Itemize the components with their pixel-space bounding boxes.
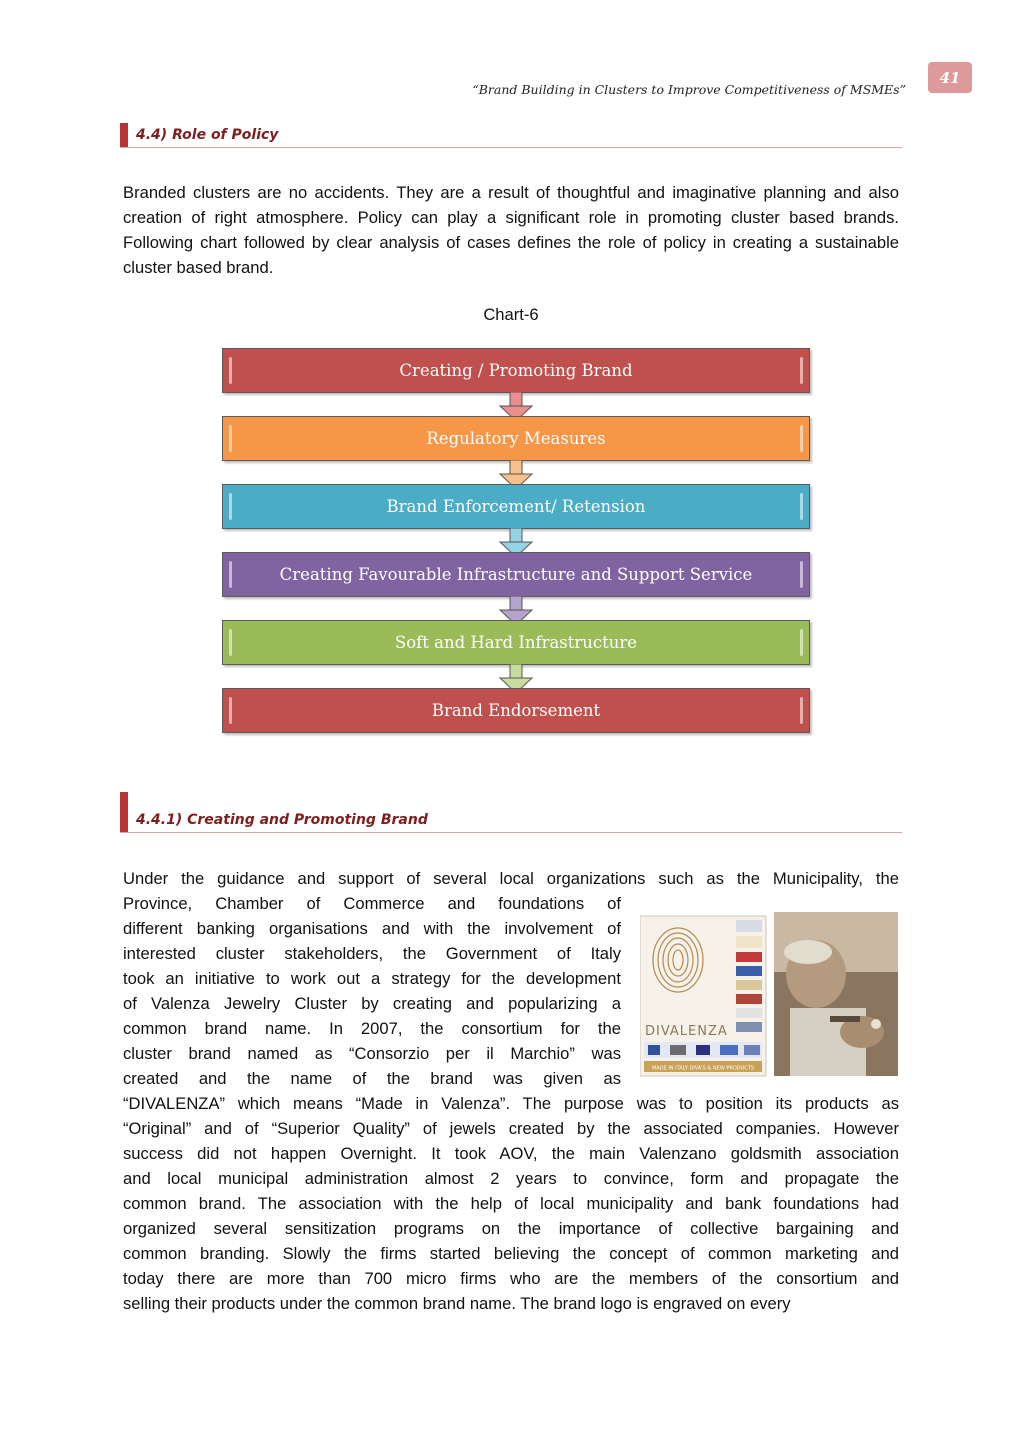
flow-step <box>222 348 810 393</box>
text-line: and local municipal administration almost 2 years to convince, form and propagate the <box>123 1169 899 1188</box>
flow-step-label: Brand Endorsement <box>431 701 601 720</box>
text-line: of Valenza Jewelry Cluster by creating and popularizing a <box>123 994 621 1013</box>
text-line: Province, Chamber of Commerce and foundations of <box>123 894 621 913</box>
section-heading-creating-promoting-brand <box>120 793 902 833</box>
flow-step-label: Creating Favourable Infrastructure and Support Service <box>279 565 753 584</box>
craftsman-photo <box>774 912 898 1076</box>
flow-step-label: Brand Enforcement/ Retension <box>386 497 646 516</box>
text-line: today there are more than 700 micro firms who are the members of the consortium and <box>123 1269 899 1288</box>
flow-step-label: Regulatory Measures <box>426 429 606 448</box>
text-line: Under the guidance and support of several local organizations such as the Municipality, the <box>123 869 899 888</box>
brand-banner-text: MADE IN ITALY DIVA'S & NEW PRODUCTS <box>651 1065 755 1072</box>
text-line: different banking organisations and with the involvement of <box>123 919 621 938</box>
text-line: “DIVALENZA” which means “Made in Valenza”. The purpose was to position its products as <box>123 1094 899 1113</box>
heading-text: 4.4) Role of Policy <box>136 127 279 143</box>
section-heading-role-of-policy <box>120 124 902 148</box>
heading-accent-bar <box>120 123 128 147</box>
text-line: organized several sensitization programs on the importance of collective bargaining and <box>123 1219 899 1238</box>
divalenza-brand-figure <box>640 912 902 1084</box>
heading-accent-bar <box>120 792 128 832</box>
policy-flowchart <box>222 346 812 741</box>
text-line: created and the name of the brand was given as <box>123 1069 621 1088</box>
text-line: cluster brand named as “Consorzio per il Marchio” was <box>123 1044 621 1063</box>
running-header: “Brand Building in Clusters to Improve Competitiveness of MSMEs” <box>472 82 906 97</box>
text-line: common brand. The association with the help of local municipality and bank foundations had <box>123 1194 899 1213</box>
text-line: selling their products under the common brand name. The brand logo is engraved on every <box>123 1294 791 1313</box>
heading-text: 4.4.1) Creating and Promoting Brand <box>136 812 428 828</box>
text-line: took an initiative to work out a strategy for the development <box>123 969 621 988</box>
flow-step <box>222 416 810 461</box>
text-line: success did not happen Overnight. It took AOV, the main Valenzano goldsmith association <box>123 1144 899 1163</box>
flow-step-label: Creating / Promoting Brand <box>399 361 633 380</box>
chart-caption: Chart-6 <box>483 305 539 324</box>
flow-step-label: Soft and Hard Infrastructure <box>394 633 638 652</box>
flow-step <box>222 688 810 733</box>
text-line: common brand name. In 2007, the consortium for the <box>123 1019 621 1038</box>
divalenza-logo-panel <box>640 916 766 1076</box>
flow-step <box>222 620 810 665</box>
page-number: 41 <box>928 62 972 93</box>
text-line: “Original” and of “Superior Quality” of jewels created by the associated companies. However <box>123 1119 899 1138</box>
text-line: interested cluster stakeholders, the Government of Italy <box>123 944 621 963</box>
flow-step <box>222 552 810 597</box>
divalenza-logo-text: DIVALENZA <box>645 1024 728 1039</box>
flow-step <box>222 484 810 529</box>
text-line: common branding. Slowly the firms started believing the concept of common marketing and <box>123 1244 899 1263</box>
intro-paragraph: Branded clusters are no accidents. They are a result of thoughtful and imaginative planning and also creation of right atmosphere. Policy can play a significant role in promoting cluster based brands. Following chart followed by clear analysis of cases defines the role of policy in creating a sustainable cluster based brand. <box>123 183 899 277</box>
